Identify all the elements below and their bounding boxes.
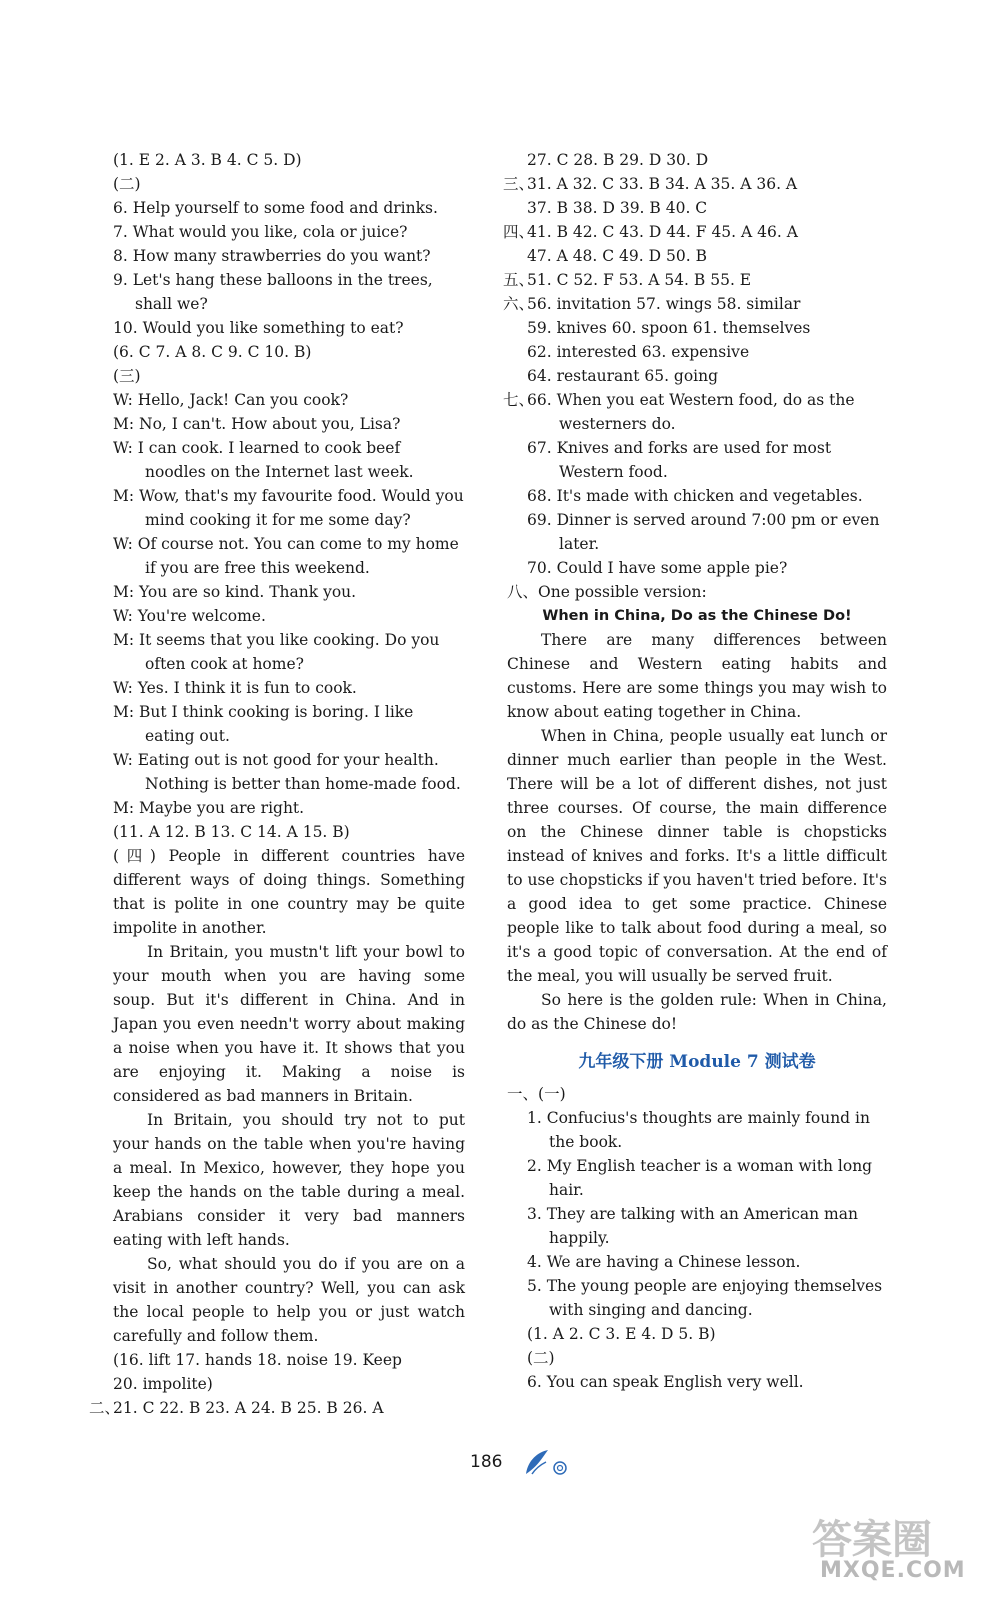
answer-line [503, 388, 887, 436]
answer-line: 59. knives 60. spoon 61. themselves [527, 319, 811, 337]
answer-line [503, 268, 887, 292]
answer-line: 37. B 38. D 39. B 40. C [527, 199, 708, 217]
page-number: 186 [470, 1452, 503, 1472]
answer-line [503, 220, 887, 244]
watermark-url: MXQE.COM [820, 1558, 966, 1583]
answer-line: 64. restaurant 65. going [527, 367, 719, 385]
answer-line: (1. E 2. A 3. B 4. C 5. D) [113, 151, 302, 169]
answer-line [503, 292, 887, 316]
answer-text: 41. B 42. C 43. D 44. F 45. A 46. A [527, 223, 798, 241]
answer-line: 2. My English teacher is a woman with long hair. [527, 1157, 873, 1199]
dialogue-line: M: It seems that you like cooking. Do you often cook at home? [113, 631, 440, 673]
answer-text: 51. C 52. F 53. A 54. B 55. E [527, 271, 752, 289]
answer-line: (1. A 2. C 3. E 4. D 5. B) [527, 1325, 716, 1343]
leaf-swirl-icon [520, 1446, 572, 1478]
section-marker: (二) [527, 1349, 555, 1367]
dialogue-line: M: Wow, that's my favourite food. Would you mind cooking it for me some day? [113, 487, 464, 529]
dialogue-line: W: Yes. I think it is fun to cook. [113, 679, 357, 697]
dialogue-line: M: No, I can't. How about you, Lisa? [113, 415, 401, 433]
section-marker [507, 1082, 887, 1106]
dialogue-line: M: Maybe you are right. [113, 799, 305, 817]
answer-line: 4. We are having a Chinese lesson. [527, 1253, 801, 1271]
dialogue-line: W: Hello, Jack! Can you cook? [113, 391, 349, 409]
dialogue-line: W: Eating out is not good for your health. Nothing is better than home-made food. [113, 751, 461, 793]
answer-text: 56. invitation 57. wings 58. similar [527, 295, 801, 313]
section-number: 一、 [507, 1085, 539, 1103]
answer-line: 67. Knives and forks are used for most Western food. [527, 439, 832, 481]
answer-line: (6. C 7. A 8. C 9. C 10. B) [113, 343, 312, 361]
answer-text: One possible version: [538, 583, 707, 601]
passage-paragraph: In Britain, you mustn't lift your bowl to your mouth when you are having some soup. But it's different in China. And in Japan you even needn't worry about making a noise when you have it. It shows that you are enjoying it. Making a noise is considered as bad manners in Britain. [113, 943, 465, 1105]
answer-line: 5. The young people are enjoying themselves with singing and dancing. [527, 1277, 883, 1319]
dialogue-line: M: You are so kind. Thank you. [113, 583, 357, 601]
answer-line: 69. Dinner is served around 7:00 pm or even later. [527, 511, 880, 553]
answer-line: (11. A 12. B 13. C 14. A 15. B) [113, 823, 350, 841]
dialogue-line: W: I can cook. I learned to cook beef noodles on the Internet last week. [113, 439, 414, 481]
section-number: 六、 [503, 295, 535, 313]
answer-text: 21. C 22. B 23. A 24. B 25. B 26. A [113, 1399, 384, 1417]
answer-line: (16. lift 17. hands 18. noise 19. Keep [113, 1351, 402, 1369]
essay-title: When in China, Do as the Chinese Do! [542, 608, 852, 624]
section-number: 二、 [89, 1399, 121, 1417]
dialogue-line: W: Of course not. You can come to my home if you are free this weekend. [113, 535, 459, 577]
answer-line: 70. Could I have some apple pie? [527, 559, 788, 577]
essay-paragraph: There are many differences between Chinese and Western eating habits and customs. Here are some things you may wish to know about eating together in China. [507, 631, 887, 721]
answer-line [503, 172, 887, 196]
answer-text: 66. When you eat Western food, do as the westerners do. [527, 391, 855, 433]
dialogue-line: W: You're welcome. [113, 607, 266, 625]
section-number: 四、 [503, 223, 535, 241]
answer-text: 31. A 32. C 33. B 34. A 35. A 36. A [527, 175, 798, 193]
answer-line: 8. How many strawberries do you want? [113, 247, 431, 265]
answer-line: 7. What would you like, cola or juice? [113, 223, 408, 241]
answer-line: 6. Help yourself to some food and drinks. [113, 199, 438, 217]
essay-paragraph: When in China, people usually eat lunch or dinner much earlier than people in the West. There will be a lot of different dishes, not just three courses. Of course, the main difference on the Chinese dinner table is chopsticks instead of knives and forks. It's a little difficult to use chopsticks if you haven't tried before. It's a good idea to get some practice. Chinese people like to talk about food during a meal, so it's a good topic of conversation. At the end of the meal, you will usually be served fruit. [507, 727, 887, 985]
subsection-marker: (一) [538, 1085, 566, 1103]
answer-line: 6. You can speak English very well. [527, 1373, 804, 1391]
answer-line: 68. It's made with chicken and vegetables. [527, 487, 863, 505]
section-marker: (三) [113, 367, 141, 385]
answer-line: 10. Would you like something to eat? [113, 319, 404, 337]
passage-paragraph: (四) People in different countries have different ways of doing things. Something that is polite in one country may be quite impolite in another. [113, 847, 465, 937]
essay-paragraph: So here is the golden rule: When in China, do as the Chinese do! [507, 991, 887, 1033]
answer-line: 47. A 48. C 49. D 50. B [527, 247, 707, 265]
answer-line: 20. impolite) [113, 1375, 213, 1393]
section-number: 三、 [503, 175, 535, 193]
dialogue-line: M: But I think cooking is boring. I like eating out. [113, 703, 414, 745]
answer-line: 1. Confucius's thoughts are mainly found in the book. [527, 1109, 870, 1151]
answer-line: 9. Let's hang these balloons in the trees, shall we? [113, 271, 433, 313]
right-column [503, 148, 887, 1394]
module-title: 九年级下册 Module 7 测试卷 [578, 1052, 816, 1072]
watermark-logo: 答案圈 [812, 1517, 932, 1563]
left-column [89, 148, 465, 1420]
section-number: 八、 [507, 583, 539, 601]
passage-paragraph: So, what should you do if you are on a visit in another country? Well, you can ask the local people to help you or just watch carefully and follow them. [113, 1255, 465, 1345]
section-number: 五、 [503, 271, 535, 289]
section-number: 七、 [503, 391, 535, 409]
answer-line [89, 1396, 465, 1420]
answer-line: 3. They are talking with an American man happily. [527, 1205, 858, 1247]
answer-line [507, 580, 887, 604]
section-marker: (二) [113, 175, 141, 193]
answer-line: 27. C 28. B 29. D 30. D [527, 151, 709, 169]
passage-paragraph: In Britain, you should try not to put your hands on the table when you're having a meal. In Mexico, however, they hope you keep the hands on the table during a meal. Arabians consider it very bad manners eating with left hands. [113, 1111, 465, 1249]
answer-line: 62. interested 63. expensive [527, 343, 750, 361]
